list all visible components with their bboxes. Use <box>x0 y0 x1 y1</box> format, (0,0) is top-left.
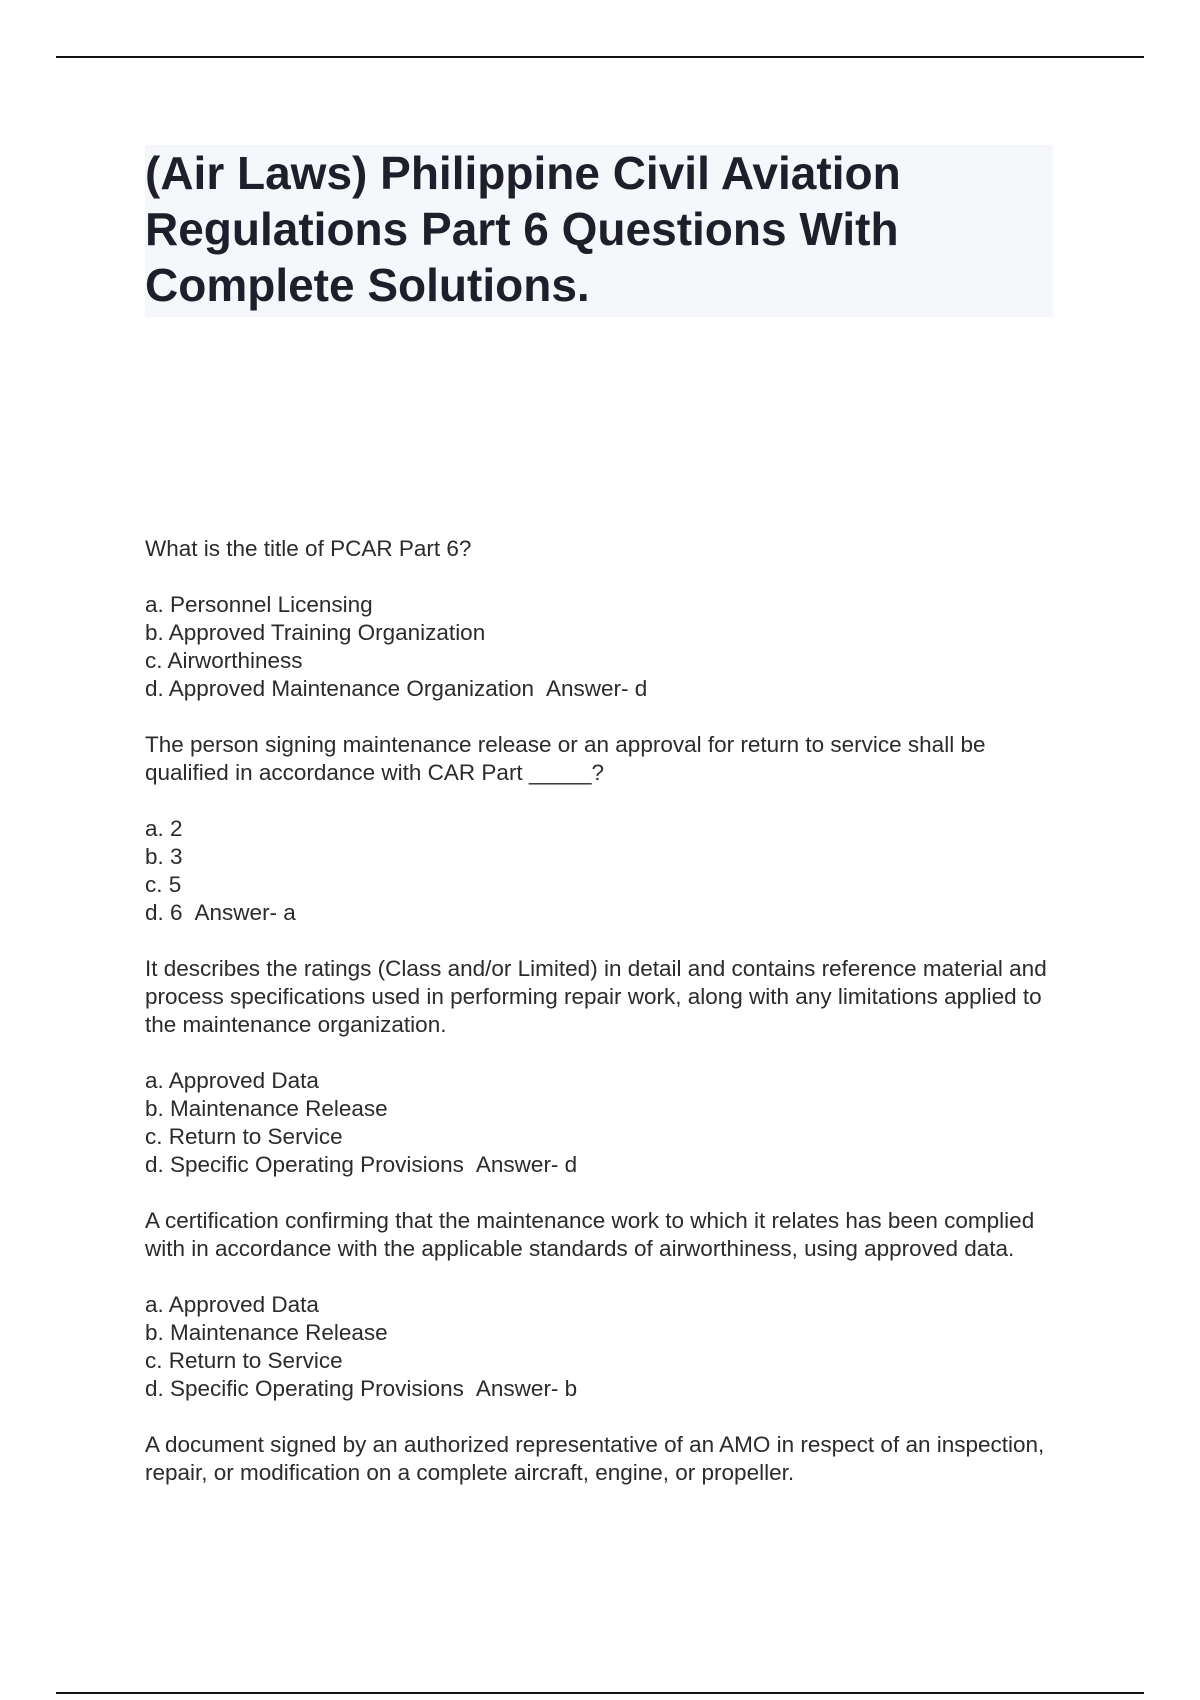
footer-rule <box>56 1692 1144 1694</box>
answer-key: Answer- d <box>546 676 648 701</box>
question-list <box>145 535 1065 1515</box>
question-text: It describes the ratings (Class and/or Limited) in detail and contains reference material and process specifications used in performing repair work, along with any limitations applied to the maintenance organization. <box>145 956 1047 1037</box>
option-c: c. 5 <box>145 872 182 897</box>
question-item <box>145 1431 1065 1487</box>
question-text: A document signed by an authorized representative of an AMO in respect of an inspection, repair, or modification on a complete aircraft, engine, or propeller. <box>145 1432 1045 1485</box>
answer-key: Answer- b <box>475 1376 578 1401</box>
answer-key: Answer- a <box>194 900 296 925</box>
question-item <box>145 955 1065 1179</box>
document-title: (Air Laws) Philippine Civil Aviation Regulations Part 6 Questions With Complete Solutions. <box>145 147 901 311</box>
question-text: A certification confirming that the maintenance work to which it relates has been complied with in accordance with the applicable standards of airworthiness, using approved data. <box>145 1208 1035 1261</box>
answer-options <box>145 1291 1065 1403</box>
option-b: b. Maintenance Release <box>145 1096 388 1121</box>
header-rule <box>56 56 1144 58</box>
answer-options <box>145 815 1065 927</box>
option-b: b. Approved Training Organization <box>145 620 486 645</box>
option-d: d. Approved Maintenance Organization <box>145 676 535 701</box>
option-c: c. Airworthiness <box>145 648 303 673</box>
option-d-line <box>145 1151 1065 1179</box>
option-a: a. Approved Data <box>145 1068 319 1093</box>
option-c: c. Return to Service <box>145 1348 343 1373</box>
question-text: What is the title of PCAR Part 6? <box>145 536 472 561</box>
option-d-line <box>145 1375 1065 1403</box>
answer-key: Answer- d <box>475 1152 578 1177</box>
option-c: c. Return to Service <box>145 1124 343 1149</box>
answer-options <box>145 591 1065 703</box>
option-d: d. Specific Operating Provisions <box>145 1376 464 1401</box>
option-a: a. Approved Data <box>145 1292 319 1317</box>
option-d: d. Specific Operating Provisions <box>145 1152 464 1177</box>
question-item <box>145 731 1065 927</box>
option-a: a. Personnel Licensing <box>145 592 373 617</box>
question-item <box>145 535 1065 703</box>
title-block <box>145 145 1053 317</box>
option-a: a. 2 <box>145 816 183 841</box>
option-b: b. 3 <box>145 844 183 869</box>
answer-options <box>145 1067 1065 1179</box>
option-d-line <box>145 899 1065 927</box>
option-b: b. Maintenance Release <box>145 1320 388 1345</box>
question-text: The person signing maintenance release or an approval for return to service shall be qualified in accordance with CAR Part _____? <box>145 732 986 785</box>
option-d: d. 6 <box>145 900 183 925</box>
question-item <box>145 1207 1065 1403</box>
option-d-line <box>145 675 1065 703</box>
